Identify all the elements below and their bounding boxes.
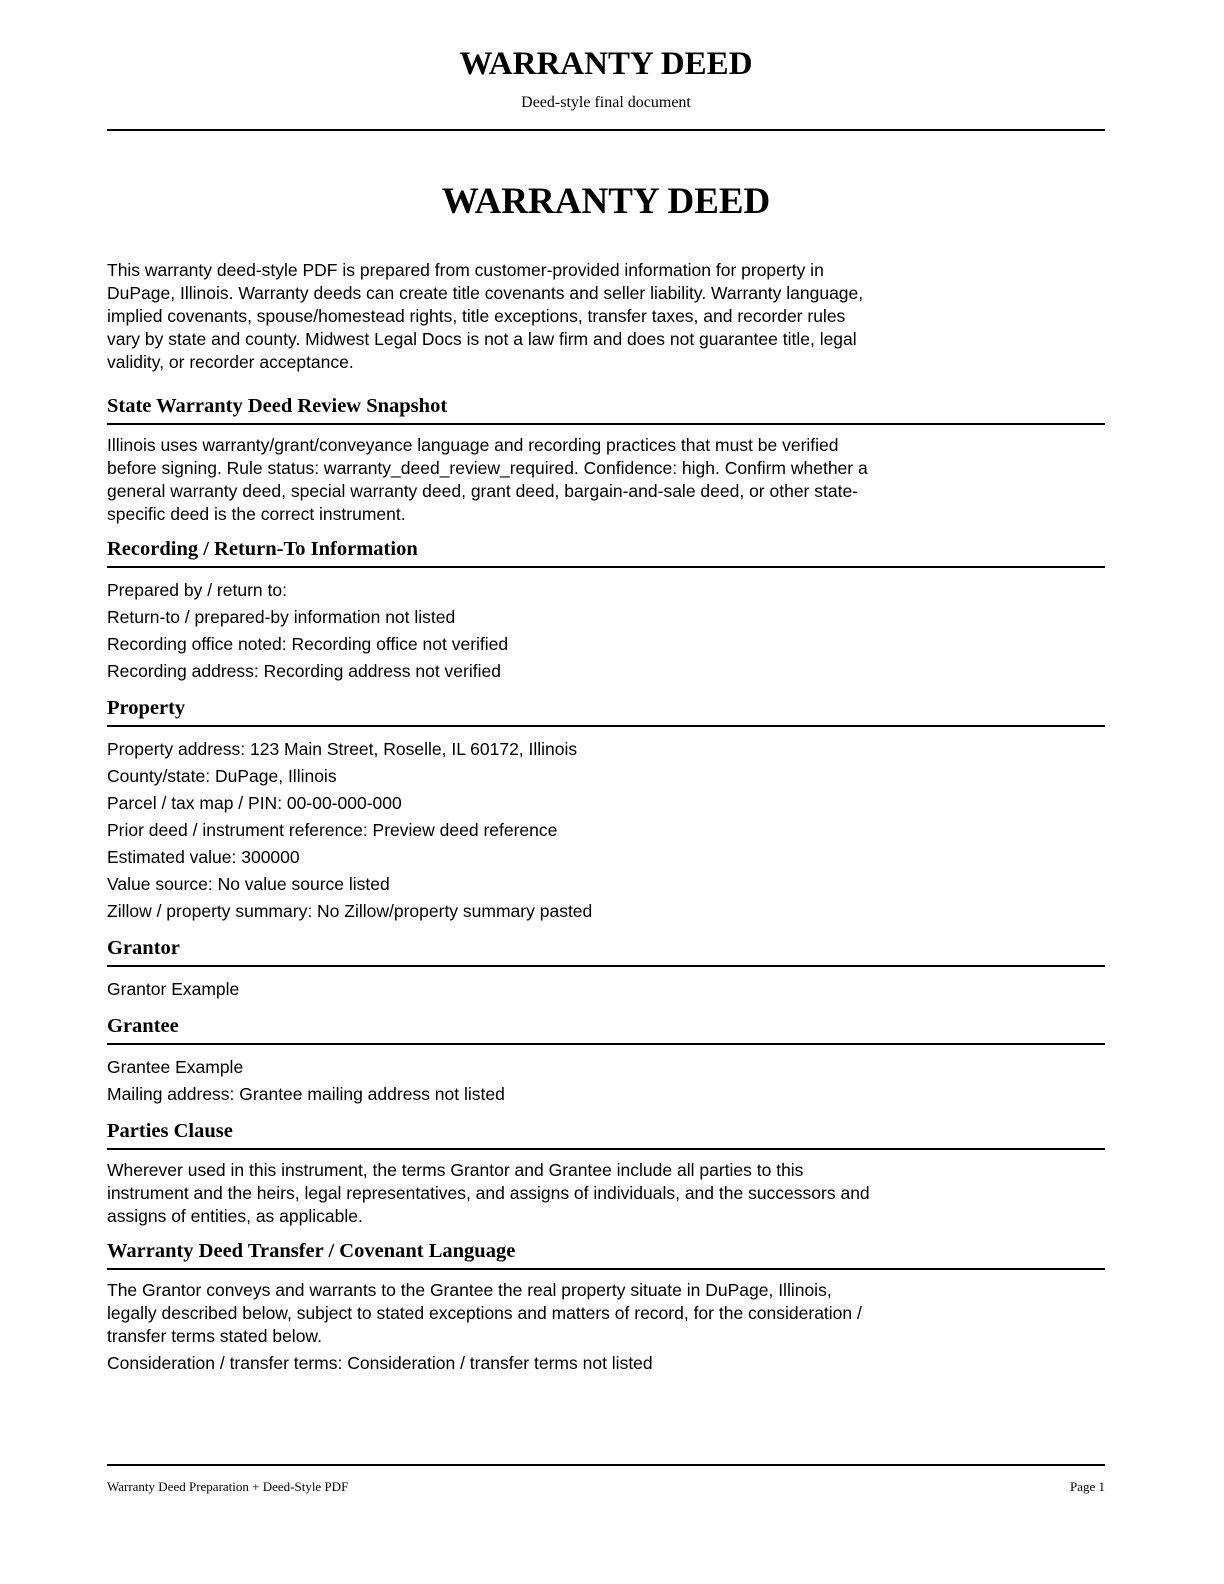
snapshot-paragraph: Illinois uses warranty/grant/conveyance language and recording practices that must be verified before signing. Rule status: warranty_deed_review_required. Confidence: high. Confirm whether a general warranty deed, special warranty deed, grant deed, bargain-and-sale deed, or other state-specific deed is the correct instrument. [107, 435, 868, 524]
footer-divider [107, 1464, 1105, 1466]
section-body-recording [107, 568, 1105, 685]
header-title: WARRANTY DEED [459, 46, 753, 82]
section-body-transfer [107, 1270, 1105, 1377]
property-line: Property address: 123 Main Street, Roselle, IL 60172, Illinois [107, 739, 578, 759]
footer-page-number: Page 1 [1069, 1479, 1105, 1494]
recording-line: Recording address: Recording address not verified [107, 661, 501, 681]
intro-paragraph: This warranty deed-style PDF is prepared from customer-provided information for property in DuPage, Illinois. Warranty deeds can create title covenants and seller liability. Warranty language, implied covenants, spouse/homestead rights, title exceptions, transfer taxes, and recorder rules vary by state and county. Midwest Legal Docs is not a law firm and does not guarantee title, legal validity, or recorder acceptance. [107, 260, 864, 372]
section-recording [107, 537, 1105, 685]
section-grantor [107, 936, 1105, 1003]
grantee-line: Grantee Example [107, 1057, 244, 1077]
section-snapshot [107, 394, 1105, 526]
section-heading-grantor: Grantor [107, 936, 1105, 967]
header-subtitle: Deed-style final document [521, 94, 691, 111]
transfer-paragraph: The Grantor conveys and warrants to the Grantee the real property situate in DuPage, Illinois, legally described below, subject to stated exceptions and matters of record, for the consideration / transfer terms stated below. [107, 1280, 862, 1346]
section-grantee [107, 1014, 1105, 1108]
section-heading-grantee: Grantee [107, 1014, 1105, 1045]
recording-line: Return-to / prepared-by information not listed [107, 607, 456, 627]
property-line: County/state: DuPage, Illinois [107, 766, 337, 786]
section-heading-recording: Recording / Return-To Information [107, 537, 1105, 568]
section-heading-transfer: Warranty Deed Transfer / Covenant Language [107, 1239, 1105, 1270]
transfer-line: Consideration / transfer terms: Consideration / transfer terms not listed [107, 1353, 653, 1373]
property-line: Parcel / tax map / PIN: 00-00-000-000 [107, 793, 402, 813]
grantee-line: Mailing address: Grantee mailing address not listed [107, 1084, 505, 1104]
section-body-parties [107, 1150, 1105, 1228]
document-title: WARRANTY DEED [441, 181, 771, 222]
section-heading-parties: Parties Clause [107, 1119, 1105, 1150]
footer-document-label: Warranty Deed Preparation + Deed-Style PDF [107, 1479, 349, 1494]
property-line: Estimated value: 300000 [107, 847, 300, 867]
recording-line: Prepared by / return to: [107, 580, 287, 600]
document-body [107, 259, 1105, 1388]
section-heading-snapshot: State Warranty Deed Review Snapshot [107, 394, 1105, 425]
parties-paragraph: Wherever used in this instrument, the terms Grantor and Grantee include all parties to this instrument and the heirs, legal representatives, and assigns of individuals, and the successors and assigns of entities, as applicable. [107, 1160, 870, 1226]
section-parties [107, 1119, 1105, 1228]
recording-line: Recording office noted: Recording office not verified [107, 634, 509, 654]
grantor-line: Grantor Example [107, 979, 240, 999]
property-line: Value source: No value source listed [107, 874, 390, 894]
header-divider [107, 129, 1105, 131]
property-line: Prior deed / instrument reference: Preview deed reference [107, 820, 558, 840]
section-heading-property: Property [107, 696, 1105, 727]
property-line: Zillow / property summary: No Zillow/property summary pasted [107, 901, 593, 921]
section-property [107, 696, 1105, 925]
section-body-property [107, 727, 1105, 925]
section-body-snapshot [107, 425, 1105, 526]
section-transfer [107, 1239, 1105, 1377]
document-page [107, 0, 1105, 1584]
section-body-grantor [107, 967, 1105, 1003]
section-body-grantee [107, 1045, 1105, 1108]
